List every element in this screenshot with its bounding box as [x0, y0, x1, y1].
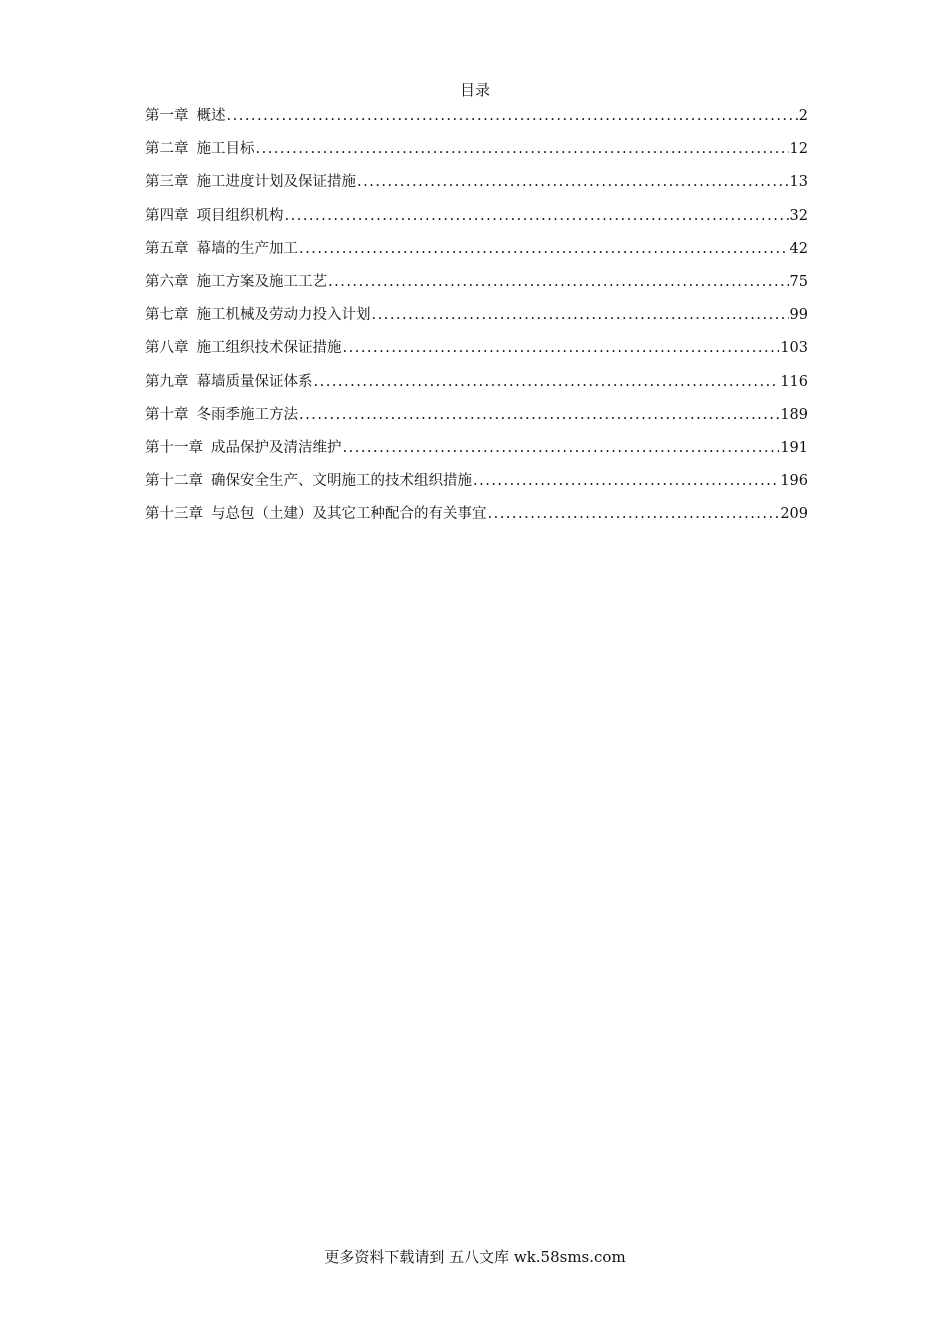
toc-page-number: 75 — [789, 273, 808, 290]
toc-page-number: 12 — [789, 141, 808, 158]
toc-entry[interactable] — [145, 106, 808, 139]
toc-entry[interactable] — [145, 471, 808, 504]
toc-entry-title: 概述 — [196, 108, 226, 124]
toc-dot-leader — [357, 172, 789, 192]
toc-entry-title: 项目组织机构 — [196, 207, 284, 224]
toc-dot-leader — [473, 471, 779, 491]
toc-dot-leader — [343, 438, 780, 458]
toc-page-number: 13 — [789, 174, 808, 191]
toc-chapter-number: 第七章 — [145, 307, 189, 324]
toc-chapter-number: 第十三章 — [145, 506, 203, 523]
toc-entry-title: 施工机械及劳动力投入计划 — [196, 307, 371, 324]
toc-dot-leader — [488, 504, 780, 524]
toc-entry[interactable] — [145, 338, 808, 371]
toc-entry[interactable] — [145, 206, 808, 239]
toc-dot-leader — [299, 239, 789, 259]
toc-page-number: 196 — [780, 473, 808, 490]
toc-dot-leader — [314, 372, 780, 392]
toc-chapter-number: 第六章 — [145, 273, 189, 290]
toc-entry-title: 施工目标 — [196, 141, 255, 158]
toc-chapter-number: 第四章 — [145, 207, 189, 224]
toc-page-number: 103 — [780, 340, 808, 357]
toc-entry-title: 施工进度计划及保证措施 — [196, 174, 356, 191]
toc-chapter-number: 第九章 — [145, 373, 189, 390]
toc-chapter-number: 第八章 — [145, 340, 189, 357]
toc-dot-leader — [227, 106, 798, 126]
toc-dot-leader — [299, 405, 779, 425]
toc-chapter-number: 第五章 — [145, 240, 189, 257]
toc-entry-title: 与总包（土建）及其它工种配合的有关事宜 — [211, 506, 487, 523]
toc-page-number: 116 — [780, 373, 808, 390]
toc-entry-title: 幕墙质量保证体系 — [196, 373, 313, 390]
toc-chapter-number: 第一章 — [145, 108, 189, 124]
toc-entry[interactable] — [145, 438, 808, 471]
toc-entry[interactable] — [145, 504, 808, 537]
toc-entry-title: 成品保护及清洁维护 — [211, 439, 342, 456]
toc-entry-title: 施工组织技术保证措施 — [196, 340, 342, 357]
toc-entry-title: 幕墙的生产加工 — [196, 240, 298, 257]
toc-entry[interactable] — [145, 305, 808, 338]
toc-page-number: 191 — [780, 439, 808, 456]
toc-page-number: 209 — [780, 506, 808, 523]
toc-page-number: 32 — [789, 207, 808, 224]
toc-chapter-number: 第十一章 — [145, 439, 203, 456]
toc-dot-leader — [372, 305, 789, 325]
toc-entry[interactable] — [145, 372, 808, 405]
toc-entry[interactable] — [145, 405, 808, 438]
toc-dot-leader — [328, 272, 789, 292]
toc-chapter-number: 第三章 — [145, 174, 189, 191]
toc-chapter-number: 第十二章 — [145, 473, 203, 490]
toc-page-number: 2 — [798, 108, 808, 124]
toc-entry-title: 确保安全生产、文明施工的技术组织措施 — [211, 473, 472, 490]
toc-list — [145, 106, 808, 537]
toc-page-number: 189 — [780, 406, 808, 423]
toc-dot-leader — [256, 139, 789, 159]
toc-entry[interactable] — [145, 139, 808, 172]
toc-chapter-number: 第二章 — [145, 141, 189, 158]
toc-dot-leader — [285, 206, 789, 226]
toc-title: 目录 — [459, 81, 490, 99]
footer-text: 更多资料下载请到 五八文库 wk.58sms.com — [324, 1248, 626, 1266]
toc-page-number: 99 — [789, 307, 808, 324]
toc-entry[interactable] — [145, 172, 808, 205]
toc-entry[interactable] — [145, 239, 808, 272]
toc-entry-title: 施工方案及施工工艺 — [196, 273, 327, 290]
toc-entry-title: 冬雨季施工方法 — [196, 406, 298, 423]
toc-entry[interactable] — [145, 272, 808, 305]
toc-dot-leader — [343, 338, 780, 358]
toc-page-number: 42 — [789, 240, 808, 257]
toc-chapter-number: 第十章 — [145, 406, 189, 423]
